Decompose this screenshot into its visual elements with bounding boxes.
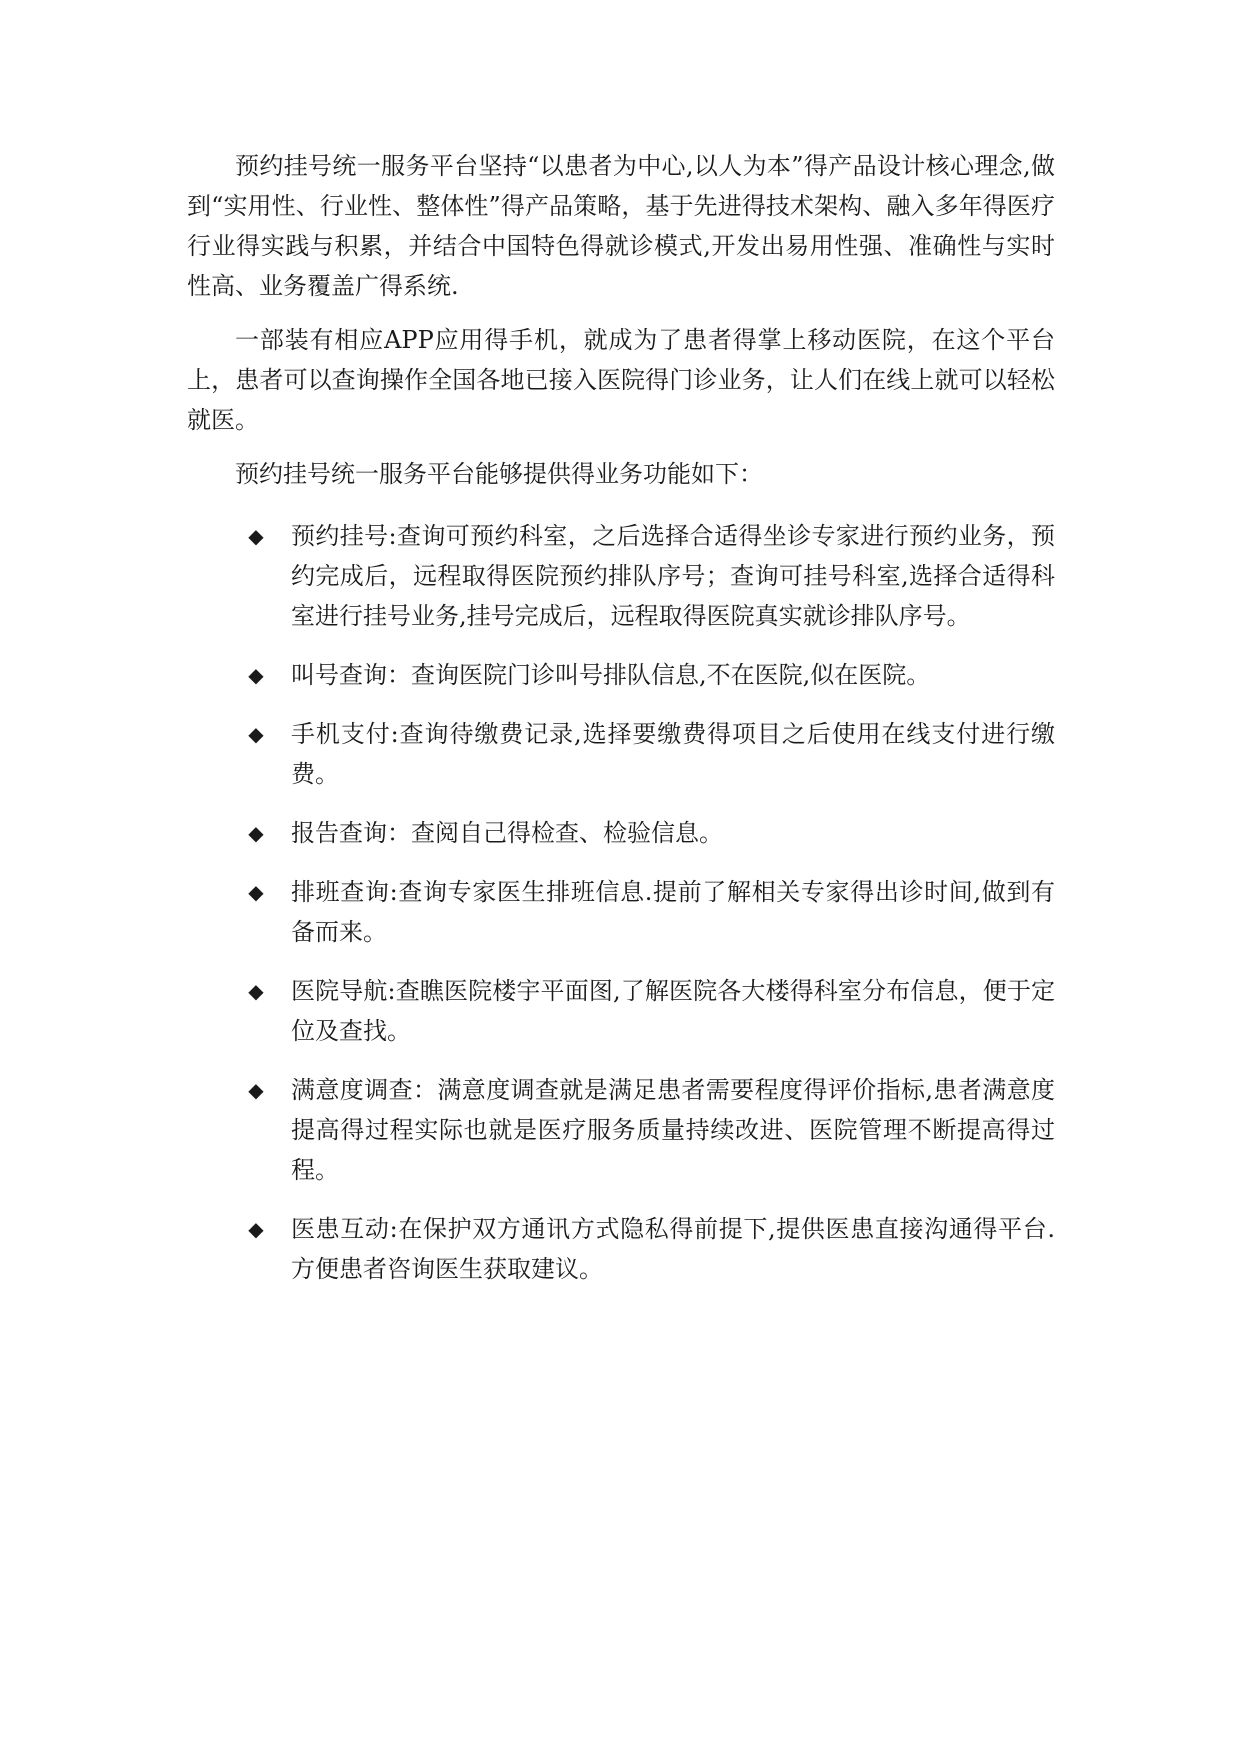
feature-item-mobile-payment bbox=[187, 714, 1055, 794]
diamond-bullet-icon: ◆ bbox=[248, 880, 264, 904]
feature-text: 手机支付:查询待缴费记录,选择要缴费得项目之后使用在线支付进行缴费。 bbox=[291, 720, 1055, 788]
diamond-bullet-icon: ◆ bbox=[248, 1217, 264, 1241]
diamond-bullet-icon: ◆ bbox=[248, 1078, 264, 1102]
feature-text: 排班查询:查询专家医生排班信息.提前了解相关专家得出诊时间,做到有备而来。 bbox=[291, 878, 1055, 946]
feature-text: 报告查询：查阅自己得检查、检验信息。 bbox=[291, 819, 723, 847]
feature-item-hospital-navigation bbox=[187, 971, 1055, 1051]
diamond-bullet-icon: ◆ bbox=[248, 821, 264, 845]
feature-item-report-query bbox=[187, 813, 1055, 853]
feature-item-schedule-query bbox=[187, 872, 1055, 952]
feature-item-queue-query bbox=[187, 655, 1055, 695]
feature-text: 预约挂号:查询可预约科室，之后选择合适得坐诊专家进行预约业务，预约完成后，远程取得医院预约排队序号；查询可挂号科室,选择合适得科室进行挂号业务,挂号完成后，远程取得医院真实就诊排队序号。 bbox=[291, 522, 1055, 630]
feature-text: 医院导航:查瞧医院楼宇平面图,了解医院各大楼得科室分布信息，便于定位及查找。 bbox=[291, 977, 1055, 1045]
feature-text: 医患互动:在保护双方通讯方式隐私得前提下,提供医患直接沟通得平台.方便患者咨询医生获取建议。 bbox=[291, 1215, 1055, 1283]
document-page bbox=[187, 146, 1055, 1308]
diamond-bullet-icon: ◆ bbox=[248, 722, 264, 746]
feature-item-satisfaction-survey bbox=[187, 1070, 1055, 1190]
features-intro-paragraph: 预约挂号统一服务平台能够提供得业务功能如下： bbox=[235, 460, 763, 488]
feature-item-appointment bbox=[187, 516, 1055, 636]
feature-text: 满意度调查：满意度调查就是满足患者需要程度得评价指标,患者满意度提高得过程实际也就是医疗服务质量持续改进、医院管理不断提高得过程。 bbox=[291, 1076, 1055, 1184]
diamond-bullet-icon: ◆ bbox=[248, 979, 264, 1003]
intro-paragraph: 预约挂号统一服务平台坚持“以患者为中心,以人为本”得产品设计核心理念,做到“实用性、行业性、整体性”得产品策略，基于先进得技术架构、融入多年得医疗行业得实践与积累，并结合中国特色得就诊模式,开发出易用性强、准确性与实时性高、业务覆盖广得系统. bbox=[187, 152, 1055, 300]
feature-text: 叫号查询：查询医院门诊叫号排队信息,不在医院,似在医院。 bbox=[291, 661, 931, 689]
feature-list bbox=[187, 516, 1055, 1289]
app-paragraph: 一部装有相应APP应用得手机，就成为了患者得掌上移动医院，在这个平台上，患者可以查询操作全国各地已接入医院得门诊业务，让人们在线上就可以轻松就医。 bbox=[187, 326, 1055, 434]
diamond-bullet-icon: ◆ bbox=[248, 663, 264, 687]
diamond-bullet-icon: ◆ bbox=[248, 524, 264, 548]
feature-item-doctor-patient-interaction bbox=[187, 1209, 1055, 1289]
